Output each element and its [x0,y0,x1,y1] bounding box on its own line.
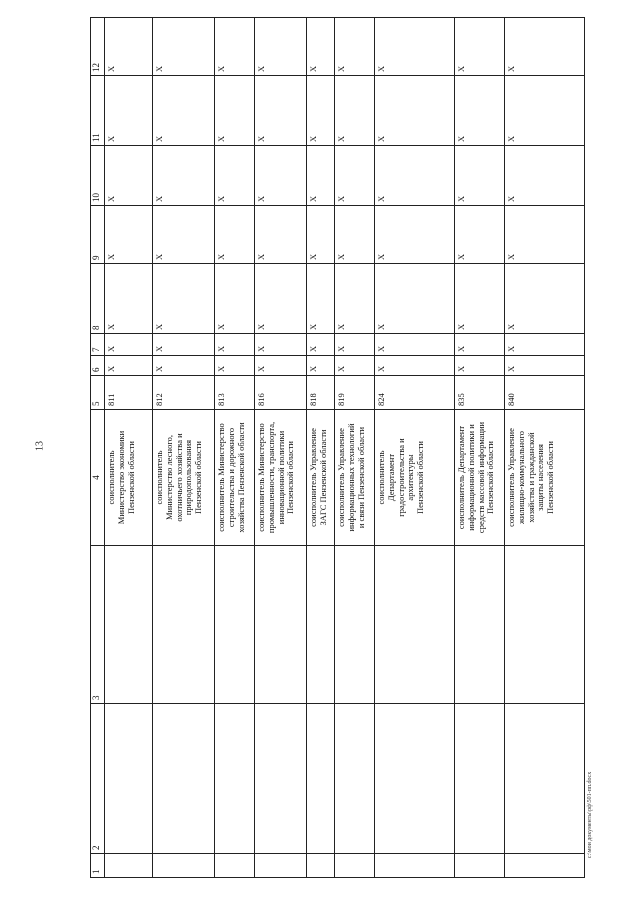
column-number: 5 [91,376,105,410]
cell-col-3 [455,546,505,704]
cell-mark: X [375,146,455,206]
row-code: 813 [215,376,255,410]
row-code: 819 [335,376,375,410]
cell-mark: X [375,356,455,376]
cell-col-1 [105,854,153,878]
cell-col-2 [105,704,153,854]
table-body [91,18,585,878]
row-code: 811 [105,376,153,410]
row-code: 824 [375,376,455,410]
cell-mark: X [307,206,335,264]
budget-table [90,17,585,878]
cell-col-3 [335,546,375,704]
cell-mark: X [255,206,307,264]
cell-mark: X [375,18,455,76]
table-row [375,18,455,878]
cell-mark: X [455,18,505,76]
cell-mark: X [255,18,307,76]
cell-col-2 [455,704,505,854]
table-row [335,18,375,878]
cell-col-1 [153,854,215,878]
cell-mark: X [307,76,335,146]
cell-mark: X [105,18,153,76]
cell-mark: X [215,146,255,206]
cell-col-3 [505,546,585,704]
column-number: 4 [91,410,105,546]
cell-col-2 [335,704,375,854]
cell-col-2 [307,704,335,854]
table-row [105,18,153,878]
cell-mark: X [335,356,375,376]
table-row [215,18,255,878]
cell-mark: X [335,146,375,206]
cell-mark: X [215,356,255,376]
row-description: соисполнитель Министерство экономики Пензенской области [105,410,153,546]
cell-mark: X [105,264,153,334]
column-number: 10 [91,146,105,206]
cell-col-2 [255,704,307,854]
cell-col-3 [255,546,307,704]
row-description: соисполнитель Министерство промышленности, транспорта, инновационной политики Пензенской области [255,410,307,546]
cell-mark: X [335,76,375,146]
cell-mark: X [255,334,307,356]
row-code: 818 [307,376,335,410]
cell-mark: X [105,356,153,376]
column-number: 8 [91,264,105,334]
cell-col-1 [455,854,505,878]
cell-mark: X [153,264,215,334]
cell-mark: X [105,146,153,206]
cell-mark: X [307,18,335,76]
cell-col-3 [307,546,335,704]
footer-file-path: c:\мои документы\рф\501-пп.docx [587,771,593,859]
row-code: 816 [255,376,307,410]
table-row [455,18,505,878]
row-code: 812 [153,376,215,410]
cell-col-1 [215,854,255,878]
cell-col-3 [105,546,153,704]
cell-mark: X [335,206,375,264]
cell-mark: X [375,206,455,264]
cell-mark: X [455,146,505,206]
cell-col-3 [215,546,255,704]
cell-mark: X [335,18,375,76]
column-number-row [91,18,105,878]
row-description: соисполнитель Министерство строительства и дорожного хозяйства Пензенской области [215,410,255,546]
rotated-table-container [90,18,585,878]
column-number: 9 [91,206,105,264]
cell-mark: X [505,146,585,206]
table-row [255,18,307,878]
cell-mark: X [255,356,307,376]
cell-mark: X [215,264,255,334]
cell-mark: X [375,76,455,146]
column-number: 2 [91,704,105,854]
column-number: 1 [91,854,105,878]
page-number: 13 [34,441,46,451]
cell-mark: X [455,334,505,356]
column-number: 7 [91,334,105,356]
cell-mark: X [307,264,335,334]
row-description: соисполнитель Управление ЗАГС Пензенской области [307,410,335,546]
cell-mark: X [255,264,307,334]
cell-mark: X [455,76,505,146]
cell-mark: X [505,264,585,334]
cell-mark: X [255,76,307,146]
cell-col-1 [335,854,375,878]
row-code: 835 [455,376,505,410]
cell-mark: X [105,334,153,356]
cell-col-2 [505,704,585,854]
column-number: 6 [91,356,105,376]
cell-mark: X [307,334,335,356]
cell-mark: X [505,76,585,146]
cell-mark: X [105,206,153,264]
cell-mark: X [375,264,455,334]
cell-col-2 [153,704,215,854]
cell-mark: X [307,356,335,376]
cell-mark: X [505,334,585,356]
cell-mark: X [455,264,505,334]
cell-mark: X [505,356,585,376]
row-description: соисполнитель Департамент градостроительства и архитектуры Пензенской области [375,410,455,546]
cell-mark: X [215,18,255,76]
cell-col-2 [375,704,455,854]
cell-col-2 [215,704,255,854]
cell-mark: X [255,146,307,206]
cell-mark: X [105,76,153,146]
cell-mark: X [153,334,215,356]
cell-col-1 [375,854,455,878]
row-description: соисполнитель Управление жилищно-коммунального хозяйства и гражданской защиты населения Пензенской области [505,410,585,546]
cell-mark: X [505,206,585,264]
row-description: соисполнитель Министерство лесного, охотничьего хозяйства и природопользования Пензенской области [153,410,215,546]
cell-mark: X [153,206,215,264]
cell-mark: X [375,334,455,356]
table-row [505,18,585,878]
cell-mark: X [153,18,215,76]
row-description: соисполнитель Департамент информационной политики и средств массовой информации Пензенской области [455,410,505,546]
cell-mark: X [335,264,375,334]
cell-col-1 [255,854,307,878]
column-number: 3 [91,546,105,704]
cell-mark: X [505,18,585,76]
cell-mark: X [153,146,215,206]
cell-col-1 [505,854,585,878]
cell-mark: X [455,356,505,376]
cell-mark: X [153,76,215,146]
row-description: соисполнитель Управление информационных технологий и связи Пензенской области [335,410,375,546]
table-row [153,18,215,878]
cell-mark: X [215,334,255,356]
cell-mark: X [455,206,505,264]
cell-mark: X [307,146,335,206]
cell-mark: X [335,334,375,356]
cell-col-1 [307,854,335,878]
cell-col-3 [375,546,455,704]
cell-col-3 [153,546,215,704]
cell-mark: X [215,206,255,264]
row-code: 840 [505,376,585,410]
column-number: 11 [91,76,105,146]
column-number: 12 [91,18,105,76]
cell-mark: X [215,76,255,146]
cell-mark: X [153,356,215,376]
table-row [307,18,335,878]
